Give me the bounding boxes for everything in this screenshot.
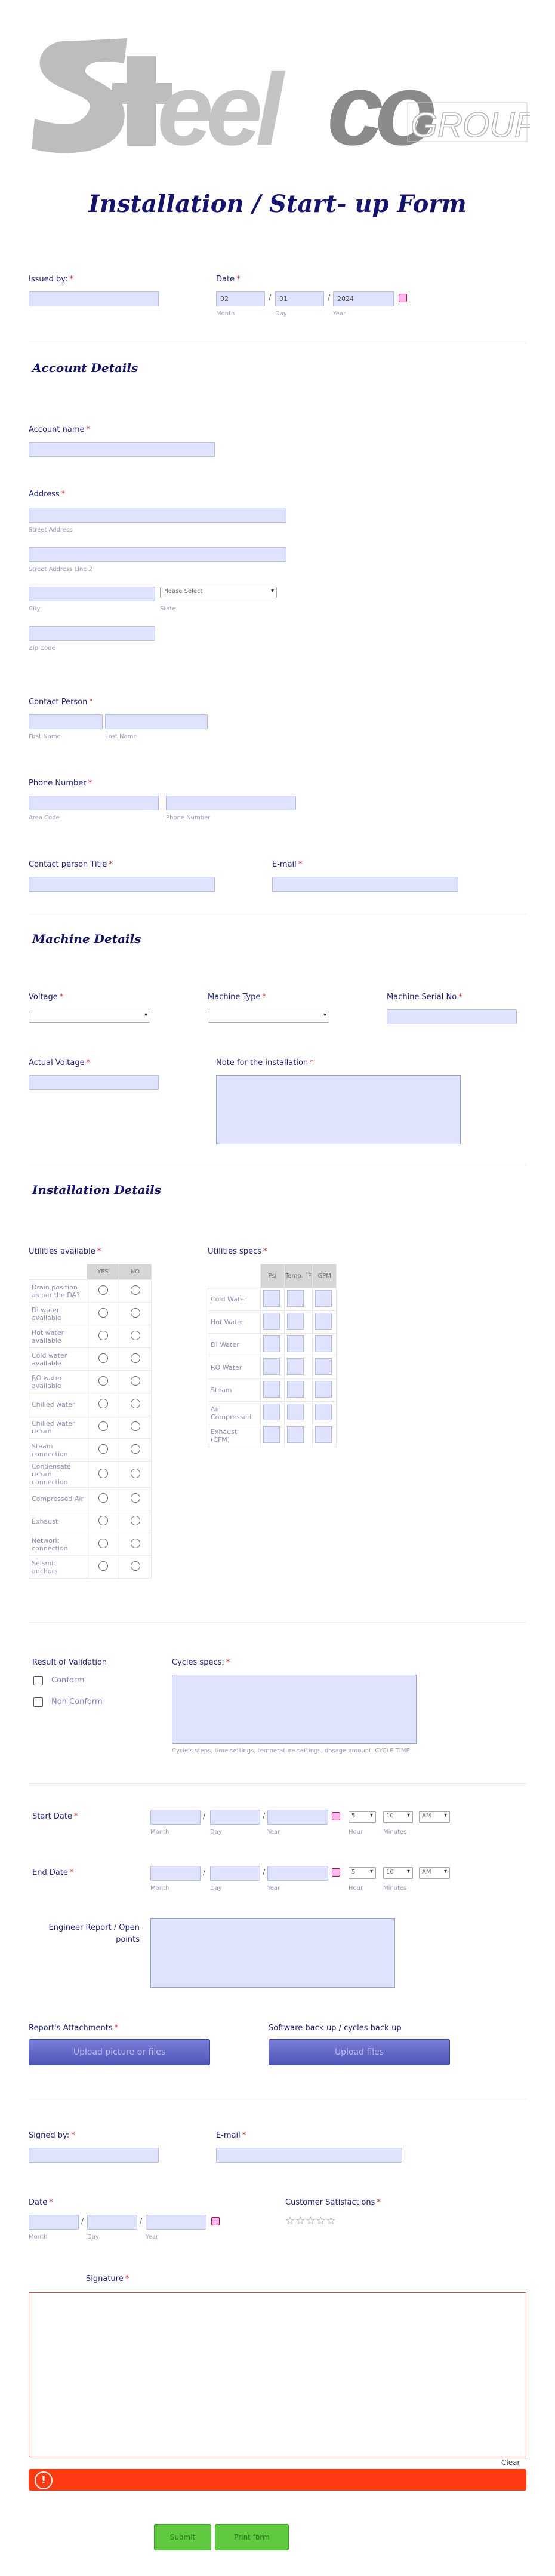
street-address-input[interactable]	[29, 508, 286, 523]
svg-text:co: co	[327, 53, 429, 158]
signed-by-input[interactable]	[29, 2148, 159, 2163]
contact-title-input[interactable]	[29, 877, 215, 892]
spec-gpm-input[interactable]	[315, 1358, 332, 1375]
utility-yes-radio[interactable]	[98, 1421, 108, 1431]
utility-yes-radio[interactable]	[98, 1539, 108, 1548]
error-icon: !	[35, 2471, 53, 2489]
spec-temp-input[interactable]	[287, 1290, 304, 1307]
issued-by-label: Issued by: *	[29, 275, 73, 284]
end-day-input[interactable]	[210, 1866, 260, 1881]
utility-no-radio[interactable]	[131, 1421, 140, 1431]
start-minute-select[interactable]: 10 ▾	[383, 1811, 413, 1823]
utility-row	[29, 1488, 152, 1510]
spec-gpm-input[interactable]	[315, 1381, 332, 1398]
state-select[interactable]: Please Select ▾	[160, 587, 277, 598]
upload-software-button[interactable]: Upload files	[269, 2039, 450, 2065]
spec-row	[208, 1379, 337, 1402]
end-day-sub: Day	[210, 1885, 222, 1892]
utility-row	[29, 1556, 152, 1579]
spec-row	[208, 1311, 337, 1334]
utility-yes-radio[interactable]	[98, 1493, 108, 1503]
final-day-sub: Day	[87, 2234, 99, 2240]
note-label: Note for the installation *	[216, 1058, 314, 1067]
street-sub: Street Address	[29, 527, 73, 533]
date-day-input[interactable]: 01	[275, 291, 324, 306]
machine-type-label: Machine Type *	[208, 993, 266, 1002]
utility-yes-radio[interactable]	[98, 1444, 108, 1454]
error-banner	[29, 2469, 526, 2491]
account-name-label: Account name *	[29, 425, 90, 434]
email-label: E-mail *	[272, 860, 303, 869]
psi-header: Psi	[261, 1264, 285, 1288]
end-hour-sub: Hour	[349, 1885, 363, 1892]
area-code-sub: Area Code	[29, 815, 60, 821]
utility-yes-radio[interactable]	[98, 1561, 108, 1571]
utility-row-label: Chilled water return	[29, 1416, 87, 1439]
date-month-input[interactable]: 02	[216, 291, 265, 306]
serial-input[interactable]	[387, 1009, 517, 1024]
temp-header: Temp. °F	[284, 1264, 313, 1288]
utility-row-label: Network connection	[29, 1533, 87, 1556]
utility-no-radio[interactable]	[131, 1516, 140, 1525]
utility-yes-radio[interactable]	[98, 1376, 108, 1386]
spec-temp-input[interactable]	[287, 1404, 304, 1420]
final-calendar-icon[interactable]	[211, 2217, 220, 2225]
utility-row	[29, 1533, 152, 1556]
utility-row	[29, 1280, 152, 1303]
utility-yes-radio[interactable]	[98, 1285, 108, 1295]
end-minutes-sub: Minutes	[383, 1885, 407, 1892]
spec-row-label: Air Compressed	[208, 1402, 261, 1424]
spec-gpm-input[interactable]	[315, 1426, 332, 1443]
upload-report-button[interactable]: Upload picture or files	[29, 2039, 210, 2065]
end-ampm-select[interactable]: AM ▾	[419, 1867, 450, 1879]
end-minute-select[interactable]: 10 ▾	[383, 1867, 413, 1879]
final-month-input[interactable]	[29, 2215, 79, 2230]
end-year-input[interactable]	[267, 1866, 328, 1881]
spec-row	[208, 1356, 337, 1379]
star-rating[interactable]: ☆☆☆☆☆	[285, 2215, 337, 2227]
city-sub: City	[29, 606, 41, 612]
logo-group-text: GROUP	[411, 106, 530, 145]
no-header: NO	[119, 1264, 152, 1280]
utility-row	[29, 1348, 152, 1371]
start-date-label: Start Date *	[32, 1812, 78, 1821]
utility-row-label: RO water available	[29, 1371, 87, 1393]
non-conform-label: Non Conform	[51, 1697, 103, 1706]
utility-row-label: Drain position as per the DA?	[29, 1280, 87, 1303]
address-label: Address *	[29, 490, 66, 499]
cycles-textarea[interactable]	[172, 1675, 417, 1744]
utility-row	[29, 1439, 152, 1462]
utility-no-radio[interactable]	[131, 1561, 140, 1571]
logo-graphic	[29, 26, 530, 158]
date-month-sub: Month	[216, 311, 235, 317]
clear-signature-link[interactable]: Clear	[501, 2458, 520, 2467]
start-month-sub: Month	[150, 1829, 169, 1835]
cycles-hint: Cycle's steps, time settings, temperature settings, dosage amount. CYCLE TIME	[172, 1748, 410, 1754]
start-year-sub: Year	[267, 1829, 280, 1835]
utility-no-radio[interactable]	[131, 1331, 140, 1340]
end-date-label: End Date *	[32, 1868, 74, 1877]
contact-title-label: Contact person Title *	[29, 860, 113, 869]
utility-no-radio[interactable]	[131, 1285, 140, 1295]
spec-row-label: Steam	[208, 1379, 261, 1402]
date-day-sub: Day	[275, 311, 287, 317]
last-name-input[interactable]	[105, 714, 208, 729]
conform-checkbox[interactable]	[33, 1676, 43, 1685]
phone-sub: Phone Number	[166, 815, 211, 821]
report-attachments-label: Report's Attachments *	[29, 2024, 119, 2032]
final-year-sub: Year	[146, 2234, 159, 2240]
spec-psi-input[interactable]	[263, 1313, 280, 1330]
email-input[interactable]	[272, 877, 458, 892]
spec-temp-input[interactable]	[287, 1313, 304, 1330]
end-month-input[interactable]	[150, 1866, 201, 1881]
software-backup-label: Software back-up / cycles back-up	[269, 2024, 402, 2032]
spec-temp-input[interactable]	[287, 1335, 304, 1352]
spec-row-label: Hot Water	[208, 1311, 261, 1334]
utility-no-radio[interactable]	[131, 1493, 140, 1503]
start-month-input[interactable]	[150, 1810, 201, 1825]
spec-temp-input[interactable]	[287, 1426, 304, 1443]
final-year-input[interactable]	[146, 2215, 206, 2230]
utilities-label: Utilities available *	[29, 1247, 101, 1256]
spec-row-label: Exhaust (CFM)	[208, 1424, 261, 1447]
engineer-report-textarea[interactable]	[150, 1918, 395, 1988]
spec-row-label: DI Water	[208, 1334, 261, 1356]
serial-label: Machine Serial No *	[387, 993, 462, 1002]
cycles-label: Cycles specs: *	[172, 1658, 230, 1667]
spec-row	[208, 1402, 337, 1424]
utility-row-label: Hot water available	[29, 1325, 87, 1348]
note-textarea[interactable]	[216, 1075, 461, 1144]
signature-label: Signature *	[86, 2274, 130, 2283]
utility-yes-radio[interactable]	[98, 1399, 108, 1408]
date-label: Date *	[216, 275, 240, 284]
zip-input[interactable]	[29, 626, 155, 641]
first-name-input[interactable]	[29, 714, 103, 729]
machine-type-select[interactable]	[208, 1011, 329, 1023]
spec-gpm-input[interactable]	[315, 1335, 332, 1352]
contact-person-label: Contact Person *	[29, 698, 93, 707]
utility-row	[29, 1303, 152, 1325]
start-day-input[interactable]	[210, 1810, 260, 1825]
utility-row-label: Compressed Air	[29, 1488, 87, 1510]
utility-row-label: Chilled water	[29, 1393, 87, 1416]
utility-row-label: Condensate return connection	[29, 1462, 87, 1488]
utility-yes-radio[interactable]	[98, 1469, 108, 1478]
submit-button[interactable]: Submit	[154, 2524, 211, 2550]
spec-row	[208, 1424, 337, 1447]
spec-psi-input[interactable]	[263, 1290, 280, 1307]
logo	[29, 26, 530, 158]
signature-pad[interactable]	[29, 2292, 526, 2457]
gpm-header: GPM	[313, 1264, 337, 1288]
spec-gpm-input[interactable]	[315, 1313, 332, 1330]
spec-row-label: RO Water	[208, 1356, 261, 1379]
issued-by-input[interactable]	[29, 291, 159, 306]
account-section-title: Account Details	[32, 361, 138, 375]
satisfaction-label: Customer Satisfactions *	[285, 2198, 381, 2207]
phone-input[interactable]	[166, 796, 296, 810]
utility-yes-radio[interactable]	[98, 1353, 108, 1363]
last-name-sub: Last Name	[105, 733, 137, 740]
spec-gpm-input[interactable]	[315, 1290, 332, 1307]
voltage-label: Voltage *	[29, 993, 64, 1002]
utility-row-label: Steam connection	[29, 1439, 87, 1462]
non-conform-checkbox[interactable]	[33, 1697, 43, 1707]
final-month-sub: Month	[29, 2234, 48, 2240]
end-month-sub: Month	[150, 1885, 169, 1892]
utility-row	[29, 1393, 152, 1416]
installation-section-title: Installation Details	[32, 1183, 161, 1197]
start-calendar-icon[interactable]	[332, 1812, 340, 1820]
street-address-2-input[interactable]	[29, 547, 286, 562]
spec-psi-input[interactable]	[263, 1404, 280, 1420]
utility-no-radio[interactable]	[131, 1469, 140, 1478]
final-day-input[interactable]	[87, 2215, 137, 2230]
utility-no-radio[interactable]	[131, 1539, 140, 1548]
specs-label: Utilities specs *	[208, 1247, 267, 1256]
start-day-sub: Day	[210, 1829, 222, 1835]
city-input[interactable]	[29, 587, 155, 601]
account-name-input[interactable]	[29, 442, 215, 457]
start-hour-sub: Hour	[349, 1829, 363, 1835]
engineer-report-label: Engineer Report / Open points	[48, 1923, 140, 1944]
start-year-input[interactable]	[267, 1810, 328, 1825]
utility-yes-radio[interactable]	[98, 1331, 108, 1340]
utility-row-label: Cold water available	[29, 1348, 87, 1371]
utility-no-radio[interactable]	[131, 1353, 140, 1363]
utility-row	[29, 1416, 152, 1439]
date-year-sub: Year	[333, 311, 346, 317]
zip-sub: Zip Code	[29, 645, 56, 652]
spec-psi-input[interactable]	[263, 1335, 280, 1352]
utility-row	[29, 1510, 152, 1533]
signed-email-input[interactable]	[216, 2148, 402, 2163]
validation-label: Result of Validation	[32, 1658, 107, 1667]
start-ampm-select[interactable]: AM ▾	[419, 1811, 450, 1823]
utility-no-radio[interactable]	[131, 1444, 140, 1454]
utility-row	[29, 1371, 152, 1393]
utility-row	[29, 1325, 152, 1348]
actual-voltage-input[interactable]	[29, 1075, 159, 1090]
spec-psi-input[interactable]	[263, 1381, 280, 1398]
logo-main-text: eel	[157, 53, 277, 158]
spec-gpm-input[interactable]	[315, 1404, 332, 1420]
street2-sub: Street Address Line 2	[29, 566, 92, 573]
actual-voltage-label: Actual Voltage *	[29, 1058, 91, 1067]
end-year-sub: Year	[267, 1885, 280, 1892]
spec-temp-input[interactable]	[287, 1381, 304, 1398]
spec-psi-input[interactable]	[263, 1358, 280, 1375]
utility-row-label: Exhaust	[29, 1510, 87, 1533]
utility-no-radio[interactable]	[131, 1376, 140, 1386]
start-hour-select[interactable]: 5 ▾	[349, 1811, 376, 1823]
spec-row	[208, 1334, 337, 1356]
specs-table	[208, 1264, 337, 1447]
first-name-sub: First Name	[29, 733, 61, 740]
final-date-label: Date *	[29, 2198, 53, 2207]
utility-no-radio[interactable]	[131, 1399, 140, 1408]
voltage-select[interactable]	[29, 1011, 150, 1023]
calendar-icon[interactable]	[399, 294, 407, 302]
end-calendar-icon[interactable]	[332, 1868, 340, 1877]
date-year-input[interactable]: 2024	[333, 291, 394, 306]
utility-row-label: Seismic anchors	[29, 1556, 87, 1579]
machine-section-title: Machine Details	[32, 932, 141, 946]
signed-email-label: E-mail *	[216, 2131, 246, 2140]
area-code-input[interactable]	[29, 796, 159, 810]
signed-by-label: Signed by: *	[29, 2131, 75, 2140]
spec-row	[208, 1288, 337, 1311]
form-title: Installation / Start- up Form	[88, 190, 467, 218]
start-minutes-sub: Minutes	[383, 1829, 407, 1835]
utility-yes-radio[interactable]	[98, 1516, 108, 1525]
end-hour-select[interactable]: 5 ▾	[349, 1867, 376, 1879]
utility-row-label: DI water available	[29, 1303, 87, 1325]
spec-psi-input[interactable]	[263, 1426, 280, 1443]
print-button[interactable]: Print form	[215, 2524, 289, 2550]
spec-row-label: Cold Water	[208, 1288, 261, 1311]
utility-yes-radio[interactable]	[98, 1308, 108, 1318]
utilities-table	[29, 1264, 152, 1579]
conform-label: Conform	[51, 1676, 85, 1685]
utility-no-radio[interactable]	[131, 1308, 140, 1318]
yes-header: YES	[87, 1264, 119, 1280]
spec-temp-input[interactable]	[287, 1358, 304, 1375]
state-sub: State	[160, 606, 176, 612]
phone-label: Phone Number *	[29, 779, 92, 788]
utility-row	[29, 1462, 152, 1488]
